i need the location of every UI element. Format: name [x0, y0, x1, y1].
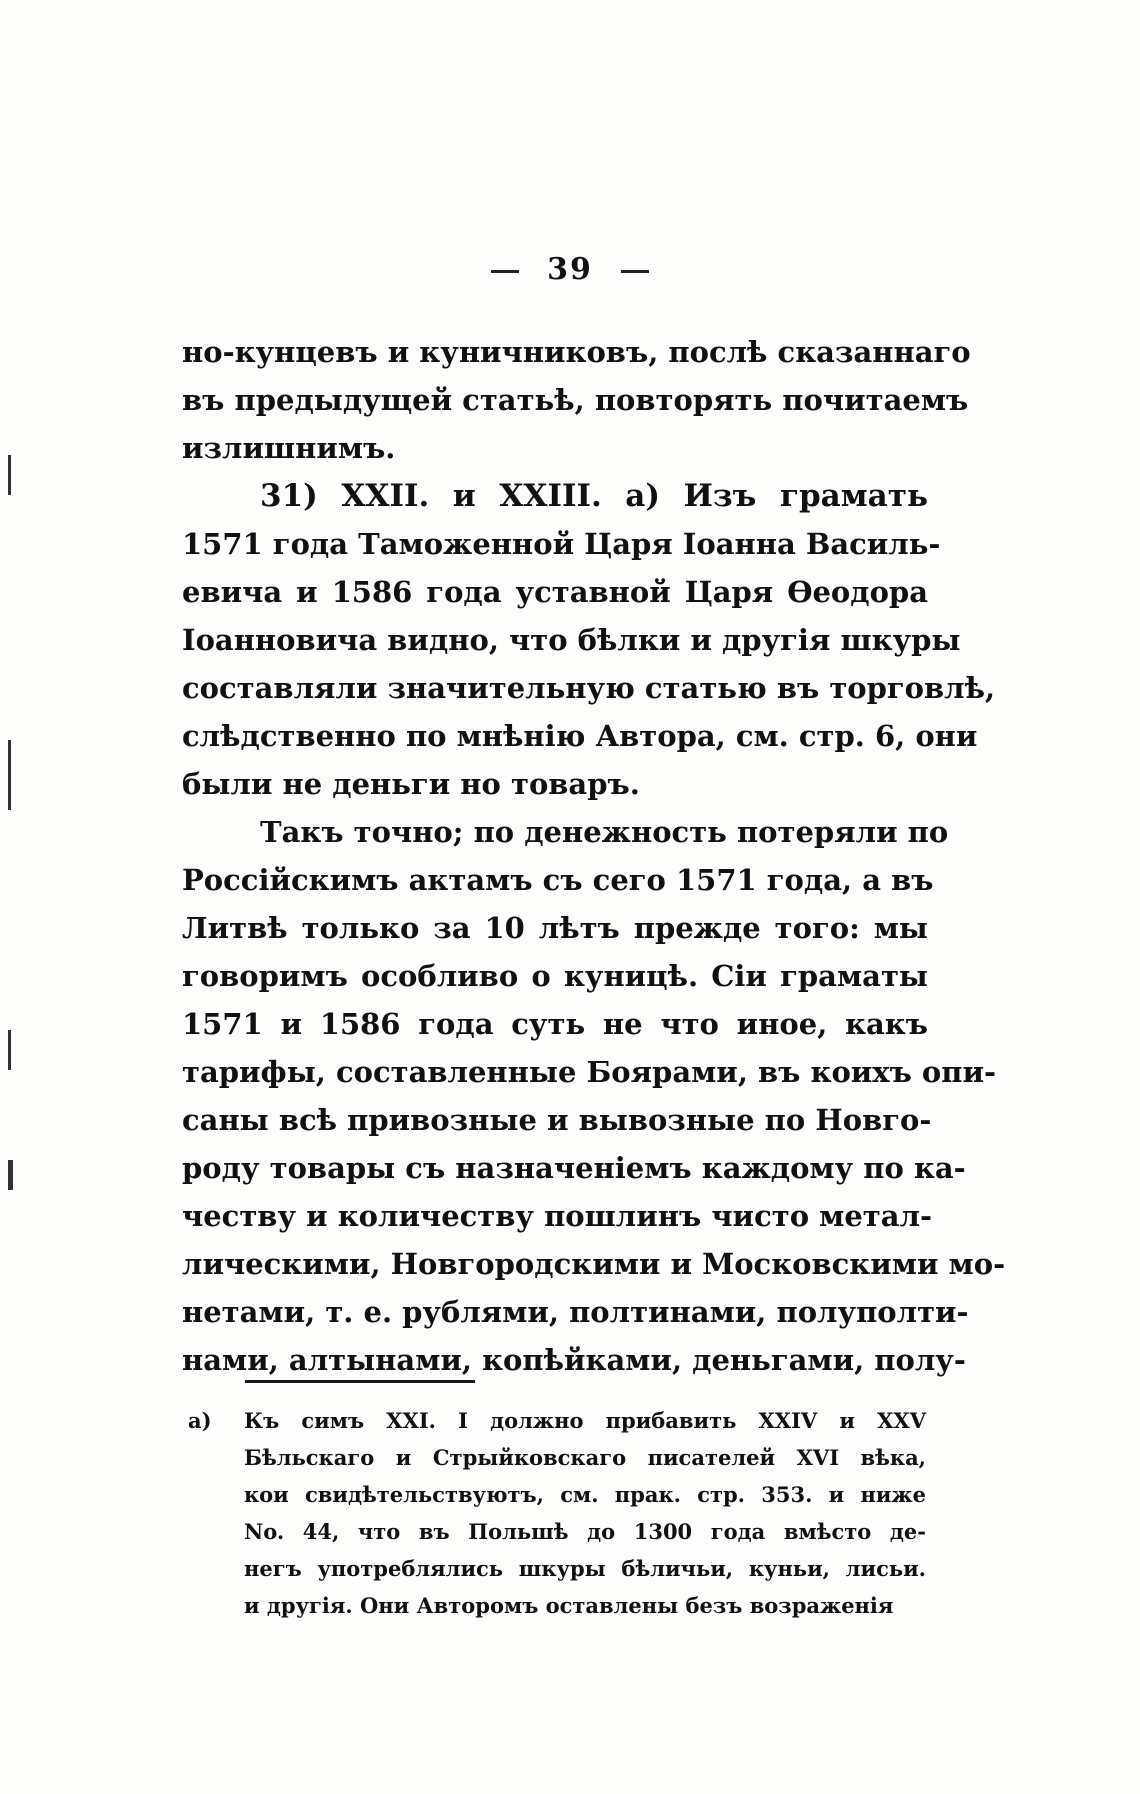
body-line: роду товары съ назначеніемъ каждому по ка- [182, 1151, 966, 1185]
footnote-line-text: негъ употреблялись шкуры бѣличьи, куньи, лисьи. [244, 1556, 926, 1581]
margin-mark [8, 455, 11, 495]
body-line: лическими, Новгородскими и Московскими мо- [182, 1247, 1006, 1281]
page-number: 39 [547, 252, 593, 287]
body-line: слѣдственно по мнѣнію Автора, см. стр. 6, они [182, 719, 978, 753]
footnote-line-text: Къ симъ XXI. I должно прибавить XXIV и XXV [244, 1408, 926, 1433]
body-line: излишнимъ. [182, 431, 396, 465]
footnote [188, 1402, 926, 1624]
footnote-line [188, 1402, 926, 1439]
body-line: составляли значительную статью въ торговлѣ, [182, 671, 996, 705]
body-line: тарифы, составленные Боярами, въ коихъ опи- [182, 1055, 997, 1089]
body-line: въ предыдущей статьѣ, повторять почитаемъ [182, 383, 969, 417]
margin-mark [8, 740, 11, 810]
header-dash-right [621, 270, 649, 273]
body-line: саны всѣ привозные и вывозные по Новго- [182, 1103, 932, 1137]
footnote-line [188, 1550, 926, 1587]
footnote-line [188, 1439, 926, 1476]
margin-mark [8, 1030, 11, 1070]
body-line: Такъ точно; по денежность потеряли по [260, 815, 949, 849]
footnote-line-text: No. 44, что въ Польшѣ до 1300 года вмѣсто де- [244, 1519, 926, 1544]
body-line: честву и количеству пошлинъ чисто метал- [182, 1199, 933, 1233]
page-header [0, 252, 1140, 287]
body-line: говоримъ особливо о куницѣ. Сіи граматы [182, 959, 928, 993]
body-text [182, 328, 1006, 1384]
header-dash-left [491, 270, 519, 273]
footnote-line-text: и другія. Они Авторомъ оставлены безъ возраженія [244, 1593, 894, 1618]
body-line: были не деньги но товаръ. [182, 767, 640, 801]
footnote-separator [245, 1380, 475, 1383]
body-line: 31) XXII. и XXIII. а) Изъ грамать [260, 478, 928, 514]
body-line: Россійскимъ актамъ съ сего 1571 года, а въ [182, 863, 934, 897]
footnote-line [188, 1587, 926, 1624]
body-line: Литвѣ только за 10 лѣтъ прежде того: мы [182, 911, 928, 945]
body-line: нетами, т. е. рублями, полтинами, полуполти- [182, 1295, 969, 1329]
body-line: Іоанновича видно, что бѣлки и другія шкуры [182, 623, 961, 657]
body-line: 1571 и 1586 года суть не что иное, какъ [182, 1007, 928, 1041]
footnote-line [188, 1513, 926, 1550]
footnote-line-text: Бѣльскаго и Стрыйковскаго писателей XVI вѣка, [244, 1445, 926, 1470]
margin-mark [8, 1160, 13, 1190]
body-line: евича и 1586 года уставной Царя Ѳеодора [182, 575, 928, 609]
body-line: 1571 года Таможенной Царя Іоанна Василь- [182, 527, 941, 561]
footnote-line-text: кои свидѣтельствуютъ, см. прак. стр. 353. и ниже [244, 1482, 926, 1507]
footnote-line [188, 1476, 926, 1513]
body-line: нами, алтынами, копѣйками, деньгами, полу- [182, 1343, 966, 1377]
footnote-mark: а) [188, 1408, 212, 1433]
body-line: но-кунцевъ и куничниковъ, послѣ сказаннаго [182, 335, 971, 369]
